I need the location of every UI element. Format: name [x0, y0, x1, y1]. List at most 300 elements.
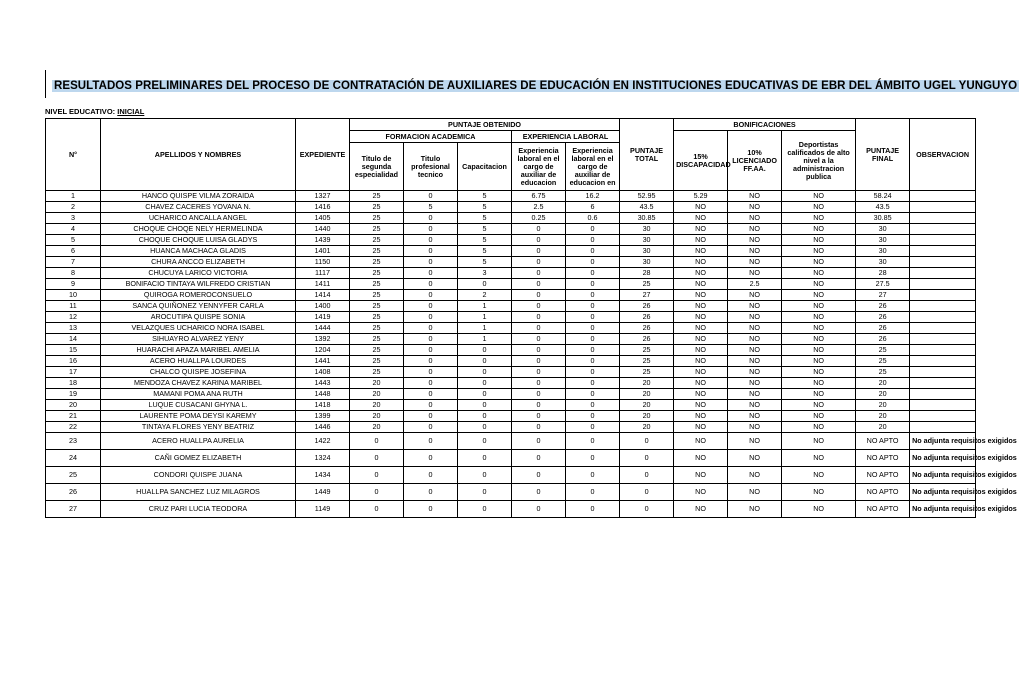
row-experiencia-1: 0 — [512, 367, 566, 378]
row-expediente: 1416 — [296, 202, 350, 213]
row-name: ACERO HUALLPA AURELIA — [101, 433, 296, 450]
row-titulo-profesional: 0 — [404, 484, 458, 501]
row-capacitacion: 1 — [458, 334, 512, 345]
row-expediente: 1449 — [296, 484, 350, 501]
row-capacitacion: 1 — [458, 301, 512, 312]
row-name: CHALCO QUISPE JOSEFINA — [101, 367, 296, 378]
row-capacitacion: 0 — [458, 389, 512, 400]
table-row — [46, 400, 976, 411]
row-observacion: No adjunta requisitos exigidos — [910, 467, 976, 484]
row-puntaje-total: 26 — [620, 323, 674, 334]
row-experiencia-2: 0 — [566, 301, 620, 312]
row-experiencia-2: 6 — [566, 202, 620, 213]
row-expediente: 1446 — [296, 422, 350, 433]
row-capacitacion: 0 — [458, 400, 512, 411]
row-experiencia-1: 0 — [512, 389, 566, 400]
table-row — [46, 301, 976, 312]
row-deportistas: NO — [782, 400, 856, 411]
row-licenciado: NO — [728, 224, 782, 235]
row-expediente: 1422 — [296, 433, 350, 450]
row-titulo-profesional: 0 — [404, 191, 458, 202]
row-name: CHUCUYA LARICO VICTORIA — [101, 268, 296, 279]
row-number: 6 — [46, 246, 101, 257]
row-expediente: 1327 — [296, 191, 350, 202]
row-observacion — [910, 257, 976, 268]
row-number: 19 — [46, 389, 101, 400]
row-puntaje-total: 20 — [620, 400, 674, 411]
row-licenciado: NO — [728, 213, 782, 224]
row-licenciado: NO — [728, 301, 782, 312]
row-puntaje-total: 30 — [620, 257, 674, 268]
row-capacitacion: 5 — [458, 202, 512, 213]
row-puntaje-total: 28 — [620, 268, 674, 279]
row-titulo-segunda: 0 — [350, 450, 404, 467]
row-capacitacion: 5 — [458, 257, 512, 268]
row-puntaje-final: 20 — [856, 422, 910, 433]
row-titulo-segunda: 25 — [350, 202, 404, 213]
row-observacion — [910, 400, 976, 411]
row-discapacidad: NO — [674, 400, 728, 411]
row-titulo-segunda: 25 — [350, 224, 404, 235]
row-titulo-profesional: 0 — [404, 345, 458, 356]
row-discapacidad: 5.29 — [674, 191, 728, 202]
row-licenciado: NO — [728, 433, 782, 450]
header-bonificaciones: BONIFICACIONES — [674, 119, 856, 131]
row-experiencia-1: 0 — [512, 235, 566, 246]
row-puntaje-total: 52.95 — [620, 191, 674, 202]
row-titulo-segunda: 25 — [350, 279, 404, 290]
row-experiencia-2: 0 — [566, 484, 620, 501]
row-titulo-profesional: 0 — [404, 400, 458, 411]
row-deportistas: NO — [782, 501, 856, 518]
row-capacitacion: 2 — [458, 290, 512, 301]
row-puntaje-final: NO APTO — [856, 484, 910, 501]
row-licenciado: NO — [728, 501, 782, 518]
row-titulo-profesional: 0 — [404, 290, 458, 301]
row-observacion: No adjunta requisitos exigidos — [910, 484, 976, 501]
row-expediente: 1441 — [296, 356, 350, 367]
row-puntaje-total: 0 — [620, 433, 674, 450]
row-number: 24 — [46, 450, 101, 467]
row-discapacidad: NO — [674, 312, 728, 323]
table-row — [46, 323, 976, 334]
row-licenciado: NO — [728, 367, 782, 378]
row-titulo-segunda: 0 — [350, 467, 404, 484]
row-experiencia-2: 0 — [566, 246, 620, 257]
row-puntaje-total: 0 — [620, 467, 674, 484]
header-experiencia-2: Experiencia laboral en el cargo de auxiliar de educacion en — [566, 143, 620, 191]
row-puntaje-total: 0 — [620, 484, 674, 501]
row-expediente: 1392 — [296, 334, 350, 345]
row-puntaje-final: 26 — [856, 323, 910, 334]
row-titulo-segunda: 0 — [350, 501, 404, 518]
row-expediente: 1444 — [296, 323, 350, 334]
row-discapacidad: NO — [674, 257, 728, 268]
row-licenciado: NO — [728, 290, 782, 301]
education-level — [45, 107, 144, 116]
row-observacion — [910, 301, 976, 312]
row-discapacidad: NO — [674, 501, 728, 518]
row-titulo-profesional: 0 — [404, 378, 458, 389]
row-licenciado: NO — [728, 345, 782, 356]
row-number: 13 — [46, 323, 101, 334]
row-capacitacion: 0 — [458, 345, 512, 356]
row-licenciado: NO — [728, 323, 782, 334]
row-number: 11 — [46, 301, 101, 312]
row-experiencia-2: 0 — [566, 433, 620, 450]
table-row — [46, 213, 976, 224]
row-discapacidad: NO — [674, 484, 728, 501]
row-titulo-profesional: 0 — [404, 323, 458, 334]
row-puntaje-total: 27 — [620, 290, 674, 301]
row-titulo-profesional: 0 — [404, 367, 458, 378]
row-capacitacion: 0 — [458, 411, 512, 422]
row-capacitacion: 0 — [458, 501, 512, 518]
row-name: LAURENTE POMA DEYSI KAREMY — [101, 411, 296, 422]
row-discapacidad: NO — [674, 213, 728, 224]
row-expediente: 1399 — [296, 411, 350, 422]
row-observacion — [910, 422, 976, 433]
row-puntaje-final: NO APTO — [856, 450, 910, 467]
row-titulo-segunda: 0 — [350, 484, 404, 501]
results-table — [45, 118, 1017, 518]
table-row — [46, 411, 976, 422]
row-capacitacion: 0 — [458, 367, 512, 378]
table-row — [46, 422, 976, 433]
row-licenciado: NO — [728, 378, 782, 389]
row-licenciado: NO — [728, 411, 782, 422]
row-experiencia-1: 0 — [512, 501, 566, 518]
row-experiencia-1: 0 — [512, 433, 566, 450]
row-puntaje-final: NO APTO — [856, 501, 910, 518]
row-puntaje-total: 25 — [620, 345, 674, 356]
row-titulo-profesional: 0 — [404, 450, 458, 467]
table-row — [46, 433, 976, 450]
table-row — [46, 484, 976, 501]
row-titulo-profesional: 0 — [404, 389, 458, 400]
row-observacion — [910, 213, 976, 224]
row-capacitacion: 0 — [458, 450, 512, 467]
row-expediente: 1204 — [296, 345, 350, 356]
row-experiencia-1: 0 — [512, 224, 566, 235]
table-row — [46, 202, 976, 213]
row-licenciado: NO — [728, 246, 782, 257]
row-observacion — [910, 290, 976, 301]
row-titulo-segunda: 25 — [350, 213, 404, 224]
header-experiencia-1: Experiencia laboral en el cargo de auxiliar de educacion — [512, 143, 566, 191]
header-licenciado: 10% LICENCIADO FF.AA. — [728, 131, 782, 191]
row-puntaje-final: 20 — [856, 378, 910, 389]
row-experiencia-2: 0 — [566, 224, 620, 235]
row-experiencia-1: 0.25 — [512, 213, 566, 224]
row-titulo-profesional: 0 — [404, 467, 458, 484]
row-licenciado: NO — [728, 450, 782, 467]
header-experiencia: EXPERIENCIA LABORAL — [512, 131, 620, 143]
row-capacitacion: 5 — [458, 213, 512, 224]
row-expediente: 1401 — [296, 246, 350, 257]
row-discapacidad: NO — [674, 202, 728, 213]
row-observacion — [910, 367, 976, 378]
row-number: 9 — [46, 279, 101, 290]
row-deportistas: NO — [782, 213, 856, 224]
row-expediente: 1150 — [296, 257, 350, 268]
row-titulo-segunda: 25 — [350, 345, 404, 356]
row-titulo-profesional: 5 — [404, 202, 458, 213]
row-expediente: 1117 — [296, 268, 350, 279]
row-experiencia-1: 0 — [512, 268, 566, 279]
row-observacion — [910, 191, 976, 202]
left-margin-rule — [45, 70, 46, 98]
row-experiencia-2: 0 — [566, 312, 620, 323]
row-experiencia-2: 0.6 — [566, 213, 620, 224]
row-licenciado: NO — [728, 191, 782, 202]
row-titulo-profesional: 0 — [404, 246, 458, 257]
row-titulo-segunda: 0 — [350, 433, 404, 450]
row-deportistas: NO — [782, 301, 856, 312]
row-expediente: 1405 — [296, 213, 350, 224]
row-capacitacion: 0 — [458, 378, 512, 389]
document-title: RESULTADOS PRELIMINARES DEL PROCESO DE CONTRATACIÓN DE AUXILIARES DE EDUCACIÓN EN INSTITUCIONES EDUCATIVAS DE EBR DEL ÁMBITO UGEL YUNGUYO — [54, 80, 1018, 92]
row-observacion — [910, 202, 976, 213]
row-deportistas: NO — [782, 323, 856, 334]
row-name: HUALLPA SANCHEZ LUZ MILAGROS — [101, 484, 296, 501]
row-puntaje-final: 58.24 — [856, 191, 910, 202]
row-experiencia-1: 0 — [512, 312, 566, 323]
education-level-label: NIVEL EDUCATIVO: — [45, 107, 116, 116]
row-experiencia-1: 0 — [512, 290, 566, 301]
table-row — [46, 378, 976, 389]
row-observacion: No adjunta requisitos exigidos — [910, 433, 976, 450]
row-experiencia-1: 0 — [512, 279, 566, 290]
row-deportistas: NO — [782, 389, 856, 400]
row-experiencia-1: 6.75 — [512, 191, 566, 202]
row-number: 1 — [46, 191, 101, 202]
row-discapacidad: NO — [674, 356, 728, 367]
row-titulo-segunda: 20 — [350, 378, 404, 389]
header-name: APELLIDOS Y NOMBRES — [101, 119, 296, 191]
row-expediente: 1440 — [296, 224, 350, 235]
row-licenciado: NO — [728, 422, 782, 433]
row-experiencia-2: 0 — [566, 345, 620, 356]
row-expediente: 1418 — [296, 400, 350, 411]
row-licenciado: NO — [728, 268, 782, 279]
table-row — [46, 224, 976, 235]
row-discapacidad: NO — [674, 224, 728, 235]
row-discapacidad: NO — [674, 450, 728, 467]
row-puntaje-final: 30 — [856, 246, 910, 257]
row-puntaje-final: 26 — [856, 301, 910, 312]
row-licenciado: NO — [728, 389, 782, 400]
row-experiencia-2: 0 — [566, 501, 620, 518]
row-capacitacion: 1 — [458, 323, 512, 334]
row-puntaje-total: 25 — [620, 356, 674, 367]
row-titulo-profesional: 0 — [404, 301, 458, 312]
table-row — [46, 389, 976, 400]
table-row — [46, 467, 976, 484]
header-puntaje-total: PUNTAJE TOTAL — [620, 119, 674, 191]
row-number: 17 — [46, 367, 101, 378]
row-capacitacion: 0 — [458, 467, 512, 484]
header-formacion: FORMACION ACADEMICA — [350, 131, 512, 143]
row-titulo-segunda: 20 — [350, 411, 404, 422]
row-deportistas: NO — [782, 246, 856, 257]
row-capacitacion: 0 — [458, 484, 512, 501]
row-puntaje-final: 20 — [856, 389, 910, 400]
row-number: 27 — [46, 501, 101, 518]
row-licenciado: NO — [728, 235, 782, 246]
row-discapacidad: NO — [674, 301, 728, 312]
row-puntaje-total: 20 — [620, 411, 674, 422]
row-discapacidad: NO — [674, 378, 728, 389]
row-licenciado: NO — [728, 312, 782, 323]
row-titulo-profesional: 0 — [404, 433, 458, 450]
row-capacitacion: 0 — [458, 422, 512, 433]
row-titulo-segunda: 25 — [350, 257, 404, 268]
table-row — [46, 191, 976, 202]
row-discapacidad: NO — [674, 246, 728, 257]
row-deportistas: NO — [782, 378, 856, 389]
table-row — [46, 501, 976, 518]
row-expediente: 1448 — [296, 389, 350, 400]
row-experiencia-1: 0 — [512, 467, 566, 484]
row-capacitacion: 5 — [458, 235, 512, 246]
row-number: 8 — [46, 268, 101, 279]
row-experiencia-2: 0 — [566, 257, 620, 268]
row-titulo-profesional: 0 — [404, 213, 458, 224]
table-row — [46, 257, 976, 268]
row-number: 26 — [46, 484, 101, 501]
header-capacitacion: Capacitacion — [458, 143, 512, 191]
row-expediente: 1408 — [296, 367, 350, 378]
row-experiencia-2: 0 — [566, 400, 620, 411]
row-capacitacion: 5 — [458, 246, 512, 257]
row-experiencia-2: 0 — [566, 367, 620, 378]
row-experiencia-1: 0 — [512, 411, 566, 422]
row-puntaje-total: 0 — [620, 501, 674, 518]
row-observacion — [910, 378, 976, 389]
row-expediente: 1439 — [296, 235, 350, 246]
row-experiencia-1: 0 — [512, 422, 566, 433]
row-capacitacion: 1 — [458, 312, 512, 323]
row-discapacidad: NO — [674, 268, 728, 279]
row-name: CONDORI QUISPE JUANA — [101, 467, 296, 484]
row-titulo-profesional: 0 — [404, 422, 458, 433]
row-name: UCHARICO ANCALLA ANGEL — [101, 213, 296, 224]
row-number: 5 — [46, 235, 101, 246]
row-observacion — [910, 323, 976, 334]
header-titulo-profesional: Titulo profesional tecnico — [404, 143, 458, 191]
row-deportistas: NO — [782, 334, 856, 345]
row-experiencia-2: 0 — [566, 411, 620, 422]
row-name: CHAVEZ CACERES YOVANA N. — [101, 202, 296, 213]
row-name: HANCO QUISPE VILMA ZORAIDA — [101, 191, 296, 202]
table-row — [46, 312, 976, 323]
row-discapacidad: NO — [674, 279, 728, 290]
row-puntaje-final: 30 — [856, 257, 910, 268]
row-observacion: No adjunta requisitos exigidos — [910, 450, 976, 467]
row-experiencia-1: 0 — [512, 356, 566, 367]
row-deportistas: NO — [782, 450, 856, 467]
row-titulo-segunda: 25 — [350, 235, 404, 246]
row-titulo-profesional: 0 — [404, 312, 458, 323]
row-titulo-segunda: 25 — [350, 312, 404, 323]
education-level-value: INICIAL — [117, 107, 145, 116]
row-titulo-profesional: 0 — [404, 279, 458, 290]
row-name: HUANCA MACHACA GLADIS — [101, 246, 296, 257]
table-row — [46, 290, 976, 301]
row-expediente: 1414 — [296, 290, 350, 301]
row-capacitacion: 0 — [458, 356, 512, 367]
row-experiencia-2: 0 — [566, 356, 620, 367]
table-row — [46, 235, 976, 246]
row-experiencia-2: 0 — [566, 467, 620, 484]
row-deportistas: NO — [782, 290, 856, 301]
row-number: 12 — [46, 312, 101, 323]
row-puntaje-total: 30 — [620, 224, 674, 235]
row-titulo-segunda: 20 — [350, 422, 404, 433]
row-puntaje-total: 30 — [620, 246, 674, 257]
row-capacitacion: 0 — [458, 433, 512, 450]
row-titulo-segunda: 20 — [350, 400, 404, 411]
row-number: 22 — [46, 422, 101, 433]
row-observacion — [910, 268, 976, 279]
row-titulo-segunda: 25 — [350, 268, 404, 279]
row-titulo-segunda: 25 — [350, 367, 404, 378]
row-deportistas: NO — [782, 224, 856, 235]
row-discapacidad: NO — [674, 334, 728, 345]
row-experiencia-2: 0 — [566, 235, 620, 246]
row-deportistas: NO — [782, 422, 856, 433]
row-puntaje-final: 28 — [856, 268, 910, 279]
table-row — [46, 334, 976, 345]
row-name: ACERO HUALLPA LOURDES — [101, 356, 296, 367]
row-capacitacion: 0 — [458, 279, 512, 290]
row-puntaje-total: 20 — [620, 378, 674, 389]
row-puntaje-final: 26 — [856, 312, 910, 323]
row-number: 14 — [46, 334, 101, 345]
row-experiencia-2: 0 — [566, 389, 620, 400]
results-body — [46, 191, 1017, 518]
table-row — [46, 356, 976, 367]
row-experiencia-2: 0 — [566, 378, 620, 389]
row-number: 3 — [46, 213, 101, 224]
row-titulo-profesional: 0 — [404, 257, 458, 268]
row-discapacidad: NO — [674, 345, 728, 356]
header-discapacidad: 15% DISCAPACIDAD — [674, 131, 728, 191]
row-experiencia-1: 0 — [512, 301, 566, 312]
row-name: SANCA QUIÑONEZ YENNYFER CARLA — [101, 301, 296, 312]
row-titulo-profesional: 0 — [404, 411, 458, 422]
row-experiencia-1: 0 — [512, 450, 566, 467]
row-puntaje-total: 26 — [620, 334, 674, 345]
row-puntaje-total: 0 — [620, 450, 674, 467]
table-row — [46, 268, 976, 279]
row-name: CHOQUE CHOQUE LUISA GLADYS — [101, 235, 296, 246]
row-name: CRUZ PARI LUCIA TEODORA — [101, 501, 296, 518]
row-titulo-profesional: 0 — [404, 224, 458, 235]
row-discapacidad: NO — [674, 367, 728, 378]
row-licenciado: NO — [728, 484, 782, 501]
row-name: VELAZQUES UCHARICO NORA ISABEL — [101, 323, 296, 334]
row-name: SIHUAYRO ALVAREZ YENY — [101, 334, 296, 345]
row-titulo-profesional: 0 — [404, 235, 458, 246]
row-deportistas: NO — [782, 433, 856, 450]
row-experiencia-2: 0 — [566, 268, 620, 279]
row-puntaje-final: 30 — [856, 235, 910, 246]
row-puntaje-total: 26 — [620, 312, 674, 323]
row-puntaje-total: 20 — [620, 422, 674, 433]
row-puntaje-final: 30 — [856, 224, 910, 235]
